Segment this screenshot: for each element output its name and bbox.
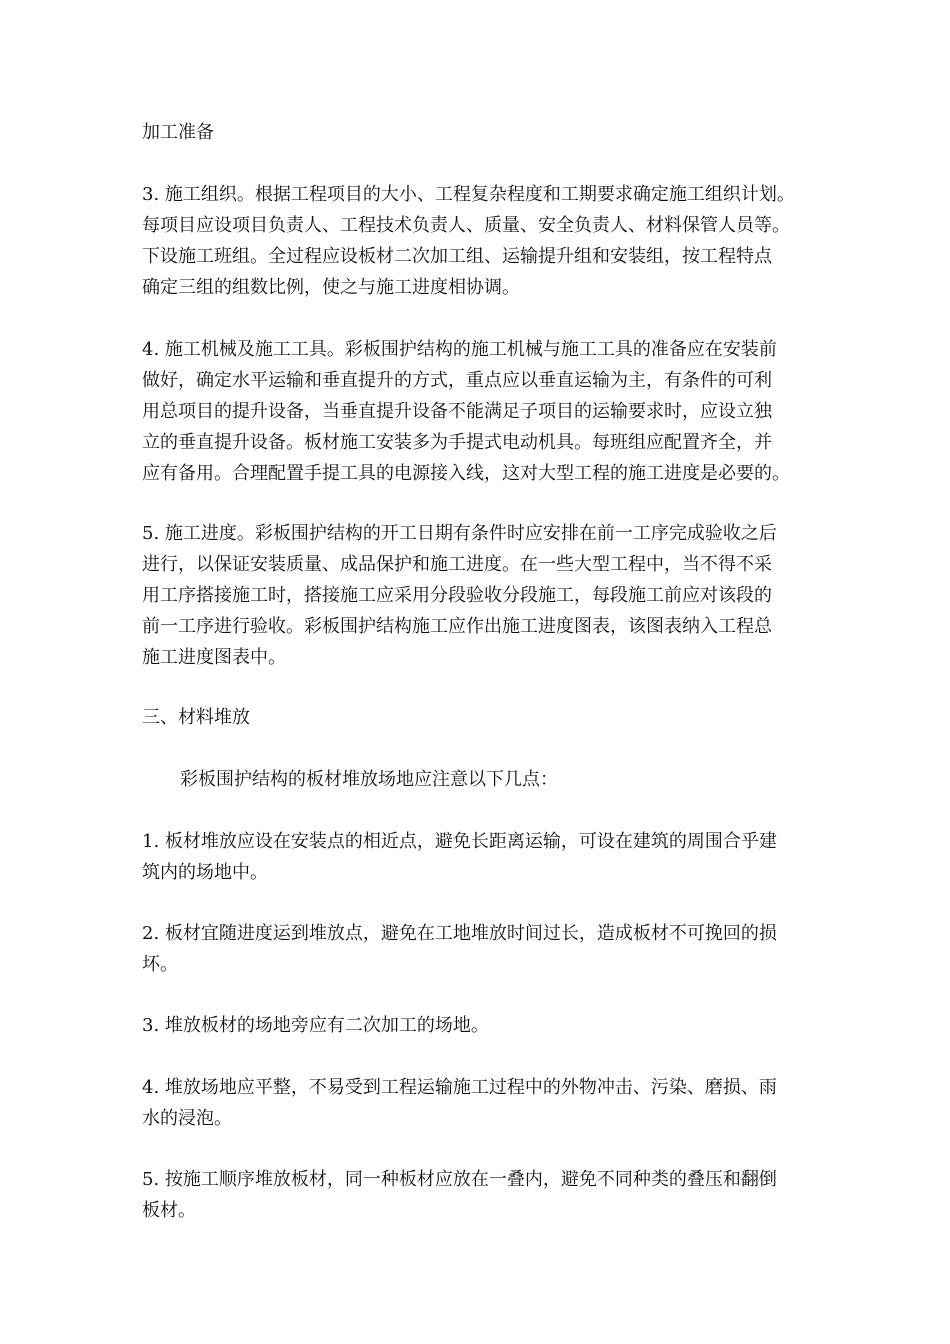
text-line: 做好，确定水平运输和垂直提升的方式，重点应以垂直运输为主，有条件的可利	[142, 370, 772, 391]
text-line: 4. 施工机械及施工工具。彩板围护结构的施工机械与施工工具的准备应在安装前	[142, 339, 777, 360]
list-item-storage-1	[142, 826, 812, 888]
paragraph-construction-organization	[142, 179, 812, 303]
list-item-storage-5	[142, 1164, 812, 1226]
text-line: 5. 按施工顺序堆放板材，同一种板材应放在一叠内，避免不同种类的叠压和翻倒	[142, 1169, 777, 1190]
text-line: 确定三组的组数比例，使之与施工进度相协调。	[142, 277, 520, 298]
section-title-material-storage	[142, 702, 812, 733]
heading-processing-prep	[142, 117, 812, 148]
text-line: 3. 堆放板材的场地旁应有二次加工的场地。	[142, 1015, 489, 1036]
text-line: 4. 堆放场地应平整，不易受到工程运输施工过程中的外物冲击、污染、磨损、雨	[142, 1077, 777, 1098]
paragraph-construction-progress	[142, 518, 812, 673]
text-line: 水的浸泡。	[142, 1108, 232, 1129]
text-line: 2. 板材宜随进度运到堆放点，避免在工地堆放时间过长，造成板材不可挽回的损	[142, 923, 777, 944]
text-line: 施工进度图表中。	[142, 647, 286, 668]
text-line: 应有备用。合理配置手提工具的电源接入线，这对大型工程的施工进度是必要的。	[142, 463, 790, 484]
text-line: 彩板围护结构的板材堆放场地应注意以下几点：	[180, 769, 558, 790]
text-line: 5. 施工进度。彩板围护结构的开工日期有条件时应安排在前一工序完成验收之后	[142, 523, 777, 544]
list-item-storage-3	[142, 1010, 812, 1041]
text-line: 立的垂直提升设备。板材施工安装多为手提式电动机具。每班组应配置齐全，并	[142, 432, 772, 453]
text-line: 三、材料堆放	[142, 707, 250, 728]
list-item-storage-2	[142, 918, 812, 980]
text-line: 用总项目的提升设备，当垂直提升设备不能满足子项目的运输要求时，应设立独	[142, 401, 772, 422]
text-line: 3. 施工组织。根据工程项目的大小、工程复杂程度和工期要求确定施工组织计划。	[142, 184, 795, 205]
text-line: 板材。	[142, 1200, 196, 1221]
paragraph-storage-intro	[180, 764, 812, 795]
text-line: 加工准备	[142, 122, 214, 143]
text-line: 筑内的场地中。	[142, 862, 268, 883]
text-line: 每项目应设项目负责人、工程技术负责人、质量、安全负责人、材料保管人员等。	[142, 215, 790, 236]
text-line: 用工序搭接施工时，搭接施工应采用分段验收分段施工，每段施工前应对该段的	[142, 585, 772, 606]
text-line: 前一工序进行验收。彩板围护结构施工应作出施工进度图表，该图表纳入工程总	[142, 616, 772, 637]
list-item-storage-4	[142, 1072, 812, 1134]
paragraph-machinery-tools	[142, 334, 812, 489]
text-line: 进行，以保证安装质量、成品保护和施工进度。在一些大型工程中，当不得不采	[142, 554, 772, 575]
text-line: 下设施工班组。全过程应设板材二次加工组、运输提升组和安装组，按工程特点	[142, 246, 772, 267]
text-line: 坏。	[142, 954, 178, 975]
text-line: 1. 板材堆放应设在安装点的相近点，避免长距离运输，可设在建筑的周围合乎建	[142, 831, 777, 852]
